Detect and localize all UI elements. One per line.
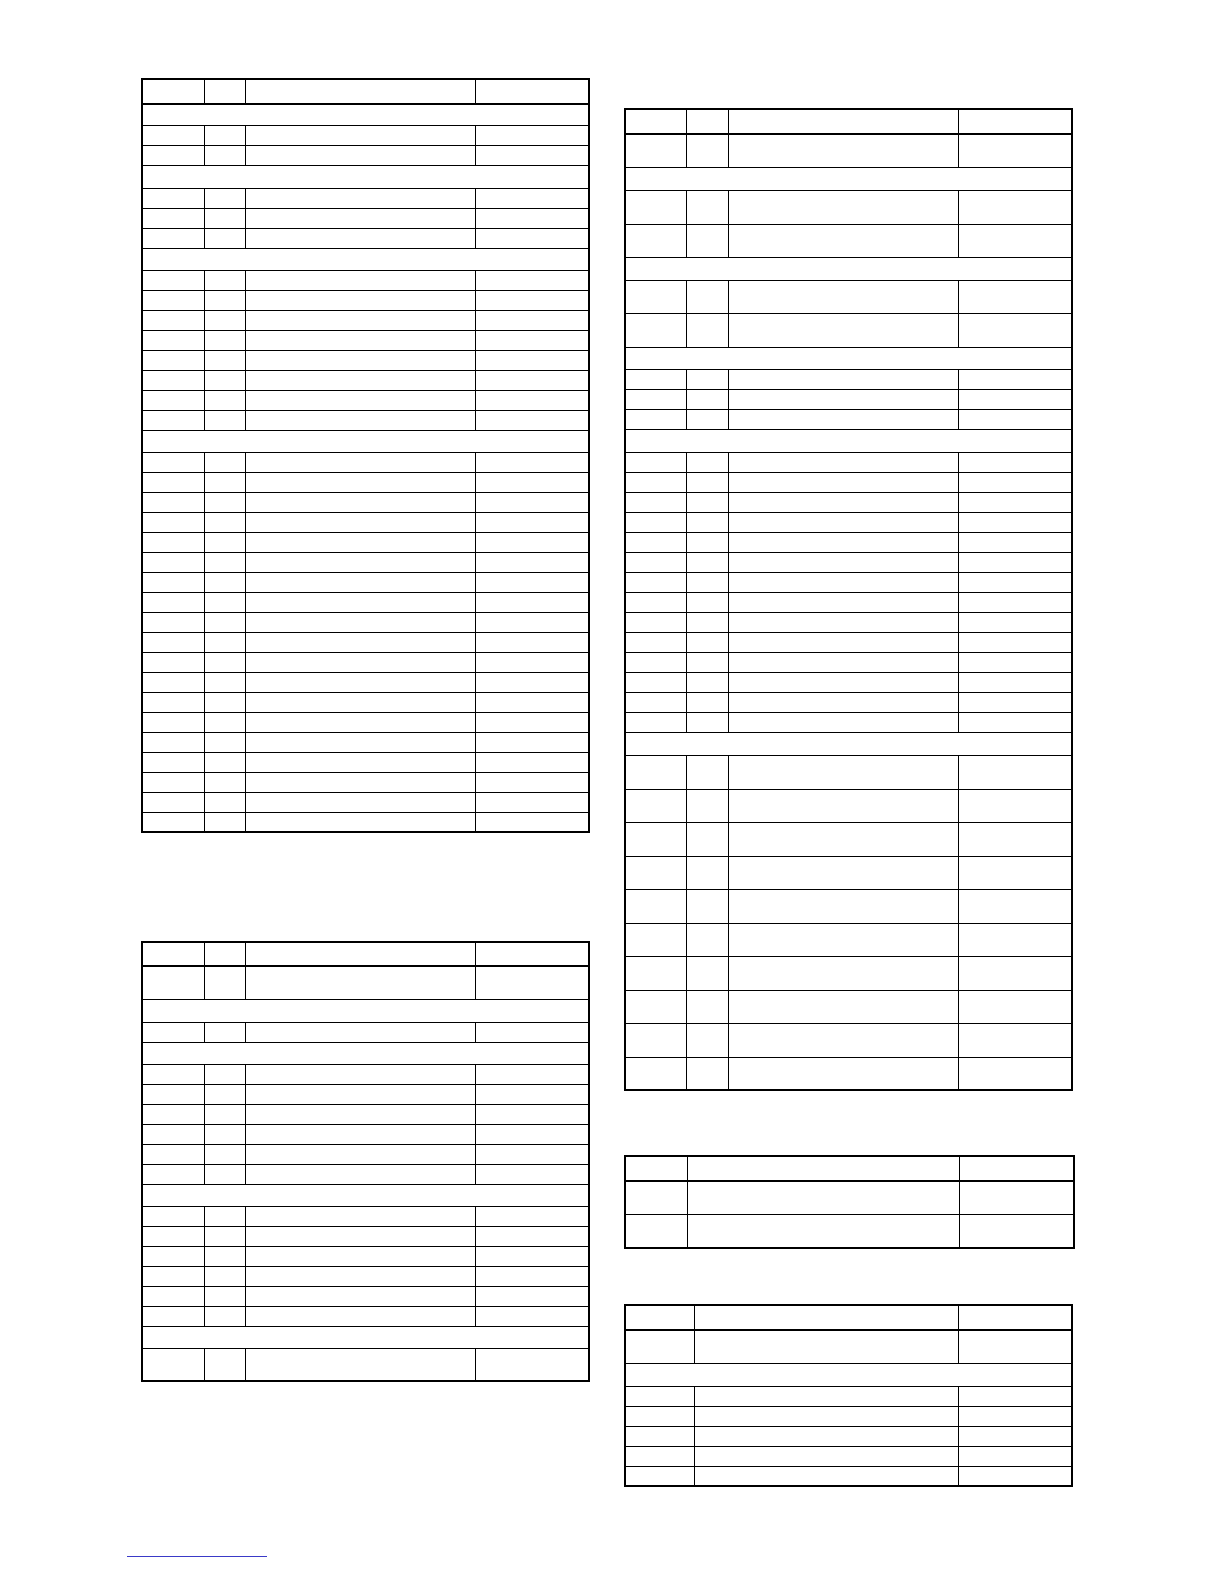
section-row (625, 167, 1072, 190)
table-row (142, 228, 589, 248)
section-row (142, 999, 589, 1022)
table-row (142, 1022, 589, 1042)
table-row (142, 1226, 589, 1246)
section-row (142, 165, 589, 188)
table-row (142, 1104, 589, 1124)
table-row (142, 1286, 589, 1306)
section-row (142, 248, 589, 270)
table-row (625, 389, 1072, 409)
table-row (625, 592, 1072, 612)
table-row (142, 532, 589, 552)
table-row (625, 1426, 1072, 1446)
table-row (142, 572, 589, 592)
table-row (625, 1466, 1072, 1486)
section-row (625, 257, 1072, 280)
table-row (142, 712, 589, 732)
table-row (142, 812, 589, 832)
parts-table-4 (624, 1155, 1075, 1249)
table-row (142, 125, 589, 145)
table-row (625, 134, 1072, 167)
table-row (625, 472, 1072, 492)
table-row (625, 889, 1072, 923)
table-row (625, 1023, 1072, 1057)
table-row (142, 492, 589, 512)
section-row (625, 732, 1072, 755)
table-row (142, 1144, 589, 1164)
section-row (142, 104, 589, 125)
parts-table-3 (624, 108, 1073, 1091)
table-row (625, 280, 1072, 313)
table-row (142, 612, 589, 632)
table-row (625, 369, 1072, 389)
table-row (625, 990, 1072, 1023)
table-row (625, 190, 1072, 224)
table-row (625, 224, 1072, 257)
table-row (142, 552, 589, 572)
parts-table-2 (141, 941, 590, 1382)
table-row (625, 532, 1072, 552)
table-row (625, 856, 1072, 889)
table-row (142, 592, 589, 612)
table-row (142, 370, 589, 390)
table-row (625, 755, 1072, 789)
table-row (625, 1214, 1074, 1248)
table-row (142, 1064, 589, 1084)
parts-table-1 (141, 78, 590, 833)
table-row (142, 1164, 589, 1184)
table-row (625, 492, 1072, 512)
table-header-row (625, 109, 1072, 134)
section-row (625, 1363, 1072, 1386)
table-row (625, 572, 1072, 592)
table-row (625, 512, 1072, 532)
table-header-row (625, 1305, 1072, 1330)
table-row (625, 1181, 1074, 1214)
table-row (142, 1246, 589, 1266)
table-row (625, 552, 1072, 572)
table-row (625, 692, 1072, 712)
section-row (142, 1326, 589, 1348)
table-row (625, 1406, 1072, 1426)
table-row (142, 145, 589, 165)
table-row (142, 188, 589, 208)
parts-table-5 (624, 1304, 1073, 1487)
table-row (625, 789, 1072, 822)
table-row (142, 1306, 589, 1326)
table-row (142, 1124, 589, 1144)
section-row (142, 1184, 589, 1206)
table-row (625, 313, 1072, 347)
table-row (625, 632, 1072, 652)
section-row (142, 430, 589, 452)
section-row (142, 1042, 589, 1064)
table-header-row (142, 942, 589, 966)
table-row (625, 1057, 1072, 1090)
table-row (625, 452, 1072, 472)
table-header-row (625, 1156, 1074, 1181)
table-row (625, 672, 1072, 692)
table-row (142, 672, 589, 692)
table-row (142, 1206, 589, 1226)
table-row (625, 712, 1072, 732)
table-row (625, 409, 1072, 429)
table-row (625, 956, 1072, 990)
table-row (142, 772, 589, 792)
table-row (625, 1330, 1072, 1363)
table-row (142, 512, 589, 532)
table-row (142, 1266, 589, 1286)
footer-rule (127, 1556, 267, 1557)
table-row (142, 966, 589, 999)
table-row (625, 652, 1072, 672)
table-row (142, 472, 589, 492)
section-row (625, 429, 1072, 452)
table-row (142, 692, 589, 712)
table-row (142, 632, 589, 652)
table-row (142, 350, 589, 370)
table-row (625, 1386, 1072, 1406)
table-row (625, 612, 1072, 632)
table-header-row (142, 79, 589, 104)
table-row (142, 452, 589, 472)
table-row (142, 752, 589, 772)
section-row (625, 347, 1072, 369)
table-row (142, 410, 589, 430)
table-row (142, 208, 589, 228)
table-row (142, 732, 589, 752)
table-row (142, 330, 589, 350)
table-row (142, 1084, 589, 1104)
table-row (142, 290, 589, 310)
table-row (142, 270, 589, 290)
table-row (142, 310, 589, 330)
table-row (625, 923, 1072, 956)
table-row (625, 822, 1072, 856)
table-row (625, 1446, 1072, 1466)
table-row (142, 792, 589, 812)
table-row (142, 652, 589, 672)
table-row (142, 390, 589, 410)
table-row (142, 1348, 589, 1381)
